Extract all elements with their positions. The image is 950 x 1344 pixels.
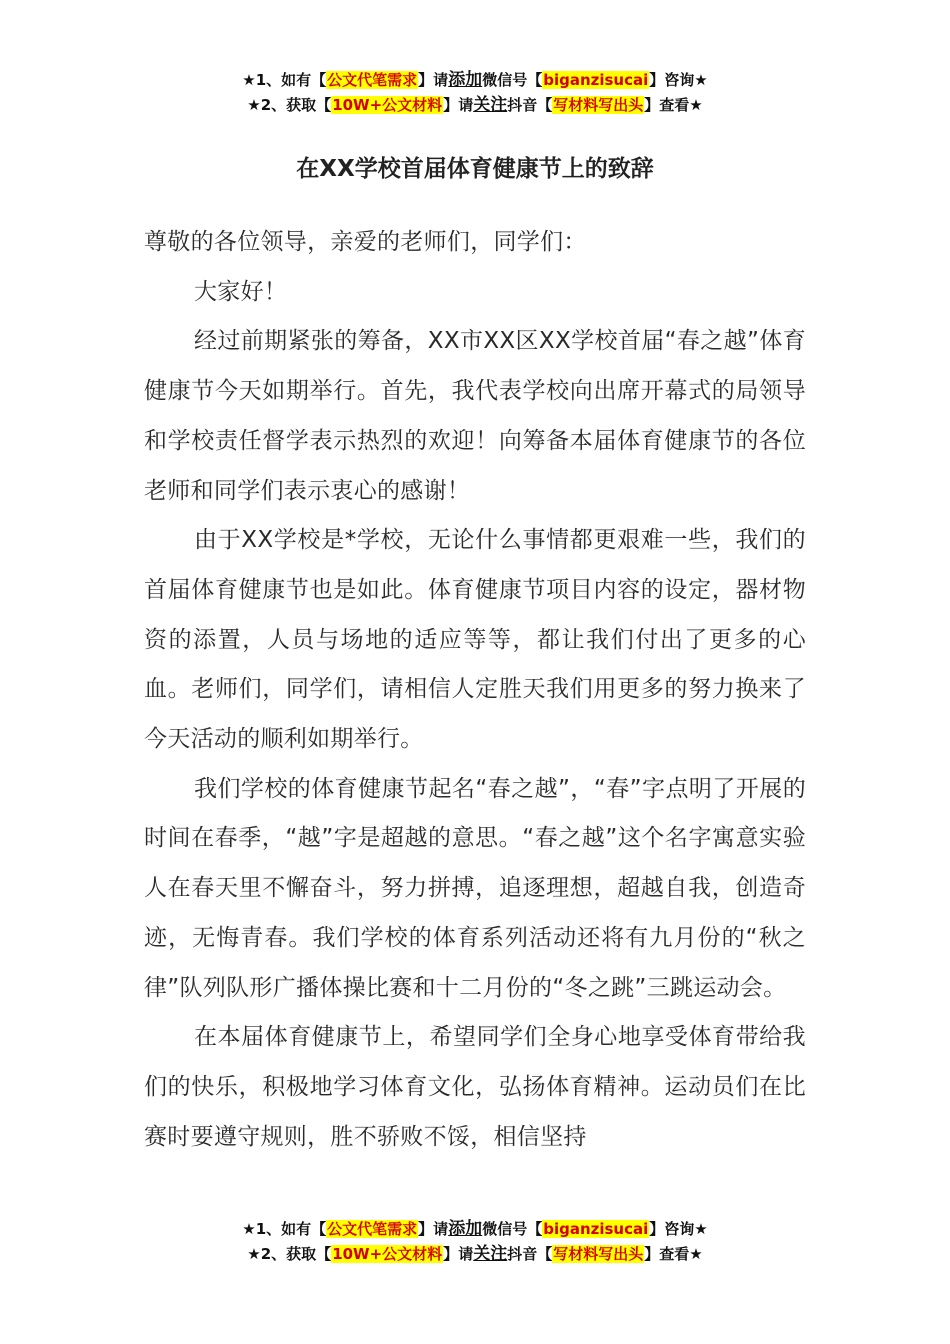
highlight-materials: 10W+公文材料: [332, 96, 443, 114]
promo-line-1: [0, 1217, 950, 1242]
promo-text: 抖音【: [507, 1245, 553, 1263]
promo-text: 】请: [418, 1220, 449, 1238]
promo-text: 微信号【: [482, 1220, 543, 1238]
promo-footer: [0, 1217, 950, 1267]
promo-line-2: [0, 93, 950, 118]
promo-text: ★2、获取【: [247, 1245, 332, 1263]
promo-text: 】请: [443, 1245, 474, 1263]
promo-text: ★1、如有【: [242, 1220, 327, 1238]
highlight-douyin-account: 写材料写出头: [553, 96, 644, 114]
promo-text: ★2、获取【: [247, 96, 332, 114]
paragraph: 在本届体育健康节上，希望同学们全身心地享受体育带给我们的快乐，积极地学习体育文化，弘扬体育精神。运动员们在比赛时要遵守规则，胜不骄败不馁，相信坚持: [144, 1024, 806, 1150]
paragraph: 由于XX学校是*学校，无论什么事情都更艰难一些，我们的首届体育健康节也是如此。体育健康节项目内容的设定，器材物资的添置，人员与场地的适应等等，都让我们付出了更多的心血。老师们，同学们，请相信人定胜天我们用更多的努力换来了今天活动的顺利如期举行。: [144, 527, 806, 753]
promo-line-1: [0, 68, 950, 93]
promo-text: 】咨询★: [649, 71, 708, 89]
promo-text: 】请: [443, 96, 474, 114]
highlight-wechat-id: biganzisucai: [543, 1220, 649, 1238]
promo-text: 】查看★: [644, 96, 703, 114]
promo-text: 】咨询★: [649, 1220, 708, 1238]
promo-text: 】请: [418, 71, 449, 89]
promo-emphasis: 关注: [473, 95, 508, 115]
salutation: 尊敬的各位领导，亲爱的老师们，同学们：: [144, 229, 587, 255]
promo-emphasis: 添加: [448, 1219, 483, 1239]
promo-emphasis: 添加: [448, 70, 483, 90]
highlight-wechat-id: biganzisucai: [543, 71, 649, 89]
promo-emphasis: 关注: [473, 1244, 508, 1264]
highlight-materials: 10W+公文材料: [332, 1245, 443, 1263]
promo-header: [0, 68, 950, 118]
promo-text: 抖音【: [507, 96, 553, 114]
highlight-service: 公文代笔需求: [327, 71, 418, 89]
promo-text: 微信号【: [482, 71, 543, 89]
promo-text: ★1、如有【: [242, 71, 327, 89]
document-title: 在XX学校首届体育健康节上的致辞: [296, 156, 654, 182]
document-body: [144, 218, 806, 1162]
highlight-service: 公文代笔需求: [327, 1220, 418, 1238]
promo-text: 】查看★: [644, 1245, 703, 1263]
paragraph: 大家好！: [194, 278, 288, 305]
paragraph: 经过前期紧张的筹备，XX市XX区XX学校首届“春之越”体育健康节今天如期举行。首先，我代表学校向出席开幕式的局领导和学校责任督学表示热烈的欢迎！向筹备本届体育健康节的各位老师和同学们表示衷心的感谢！: [144, 328, 806, 504]
highlight-douyin-account: 写材料写出头: [553, 1245, 644, 1263]
paragraph: 我们学校的体育健康节起名“春之越”，“春”字点明了开展的时间在春季，“越”字是超越的意思。“春之越”这个名字寓意实验人在春天里不懈奋斗，努力拼搏，追逐理想，超越自我，创造奇迹，无悔青春。我们学校的体育系列活动还将有九月份的“秋之律”队列队形广播体操比赛和十二月份的“冬之跳”三跳运动会。: [144, 775, 806, 1001]
promo-line-2: [0, 1242, 950, 1267]
